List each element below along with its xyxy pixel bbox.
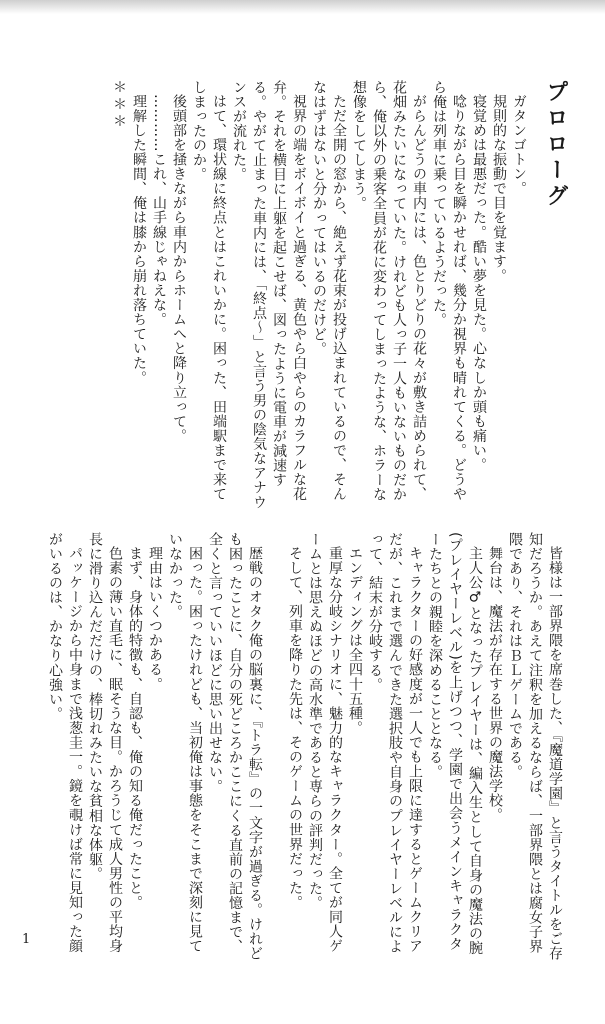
paragraph: 唸りながら目を瞬かせれば、幾分か視界も晴れてくる。どうやら俺は列車に乗っているようだった。 (431, 80, 467, 502)
paragraph: 後頭部を掻きながら車内からホームへと降り立って。 (171, 94, 187, 444)
upper-text-block (97, 80, 568, 510)
paragraph: パッケージから中身まで浅葱圭一。鏡を覗けば常に見知った顔がいるのは、かなり心強い。 (47, 532, 83, 954)
paragraph: 理由はいくつかある。 (147, 546, 163, 692)
paragraph: エンディングは全四十五種。 (347, 546, 363, 736)
lower-text-block (45, 532, 565, 962)
paragraph: 皆様は一部界隈を席巻した、『魔道学園』と言うタイトルをご存知だろうか。あえて注釈を加えるならば、一部界隈とは腐女子界隈であり、それはＢＬゲームである。 (507, 532, 563, 961)
paragraph: 視界の端をボイボイと過ぎる、黄色やら白やらのカラフルな花弁。それを横目に上躯を起こせば、図ったように電車が減速する。やがて止まった車内には、「終点～」と言う男の陰気なアナウンスが流れた。 (231, 80, 307, 510)
paragraph: まず、身体的特徴も、自認も、俺の知る俺だったこと。 (127, 546, 143, 910)
paragraph: 困った。困ったけれども、当初俺は事態をそこまで深刻に見ていなかった。 (167, 532, 203, 954)
paragraph: 重厚な分岐シナリオに、魅力的なキャラクター。全てが同人ゲームとは思えぬほどの高水準であると専らの評判だった。 (307, 532, 343, 954)
paragraph: …………これ、山手線じゃねえな。 (151, 94, 167, 327)
paragraph: がらんどうの車内には、色とりどりの花々が敷き詰められて、花畑みたいになっていた。けれども人っ子一人もいないものだから、俺以外の乗客全員が花に変わってしまったような、ホラーな想像をしてしまう。 (351, 80, 427, 502)
paragraph: そして、列車を降りた先は、そのゲームの世界だった。 (287, 546, 303, 910)
paragraph: キャラクターの好感度が一人でも上限に達するとゲームクリアだが、これまで選んできた選択肢や自身のプレイヤーレベルによって、結末が分岐する。 (367, 532, 423, 954)
paragraph: ガタンゴトン。 (511, 94, 527, 196)
page-number: 1 (22, 932, 31, 947)
paragraph: 寝覚めは最悪だった。酷い夢を見た。心なしか頭も痛い。 (471, 94, 487, 473)
section-separator: ＊＊＊ (111, 80, 127, 131)
paragraph: 歴戦のオタク俺の脳裏に、『トラ転』の一文字が過ぎる。けれども困ったことに、自分の死どころかここにくる直前の記憶まで、全くと言っていいほどに思い出せない。 (207, 532, 263, 961)
top-shadow (0, 0, 605, 14)
paragraph: 主人公♂となったプレイヤーは、編入生として自身の魔法の腕(プレイヤーレベル)を上げつつ、学園で出会うメインキャラクターたちとの親睦を深めることとなる。 (427, 532, 483, 956)
paragraph: 理解した瞬間、俺は膝から崩れ落ちていた。 (131, 94, 147, 385)
paragraph: 規則的な振動で目を覚ます。 (491, 94, 507, 284)
paragraph: ただ全開の窓から、絶えず花束が投げ込まれているので、そんなはずはないと分かってはいるのだけど。 (311, 80, 347, 502)
paragraph: はて、環状線に終点とはこれいかに。困った、田端駅まで来てしまったのか。 (191, 80, 227, 502)
paragraph: 舞台は、魔法が存在する世界の魔法学校。 (487, 546, 503, 823)
paragraph: 色素の薄い直毛に、眠そうな目。かろうじて成人男性の平均身長に滑り込んだだけの、棒切れみたいな貧相な体躯。 (87, 532, 123, 954)
chapter-title: プロローグ (543, 80, 568, 210)
